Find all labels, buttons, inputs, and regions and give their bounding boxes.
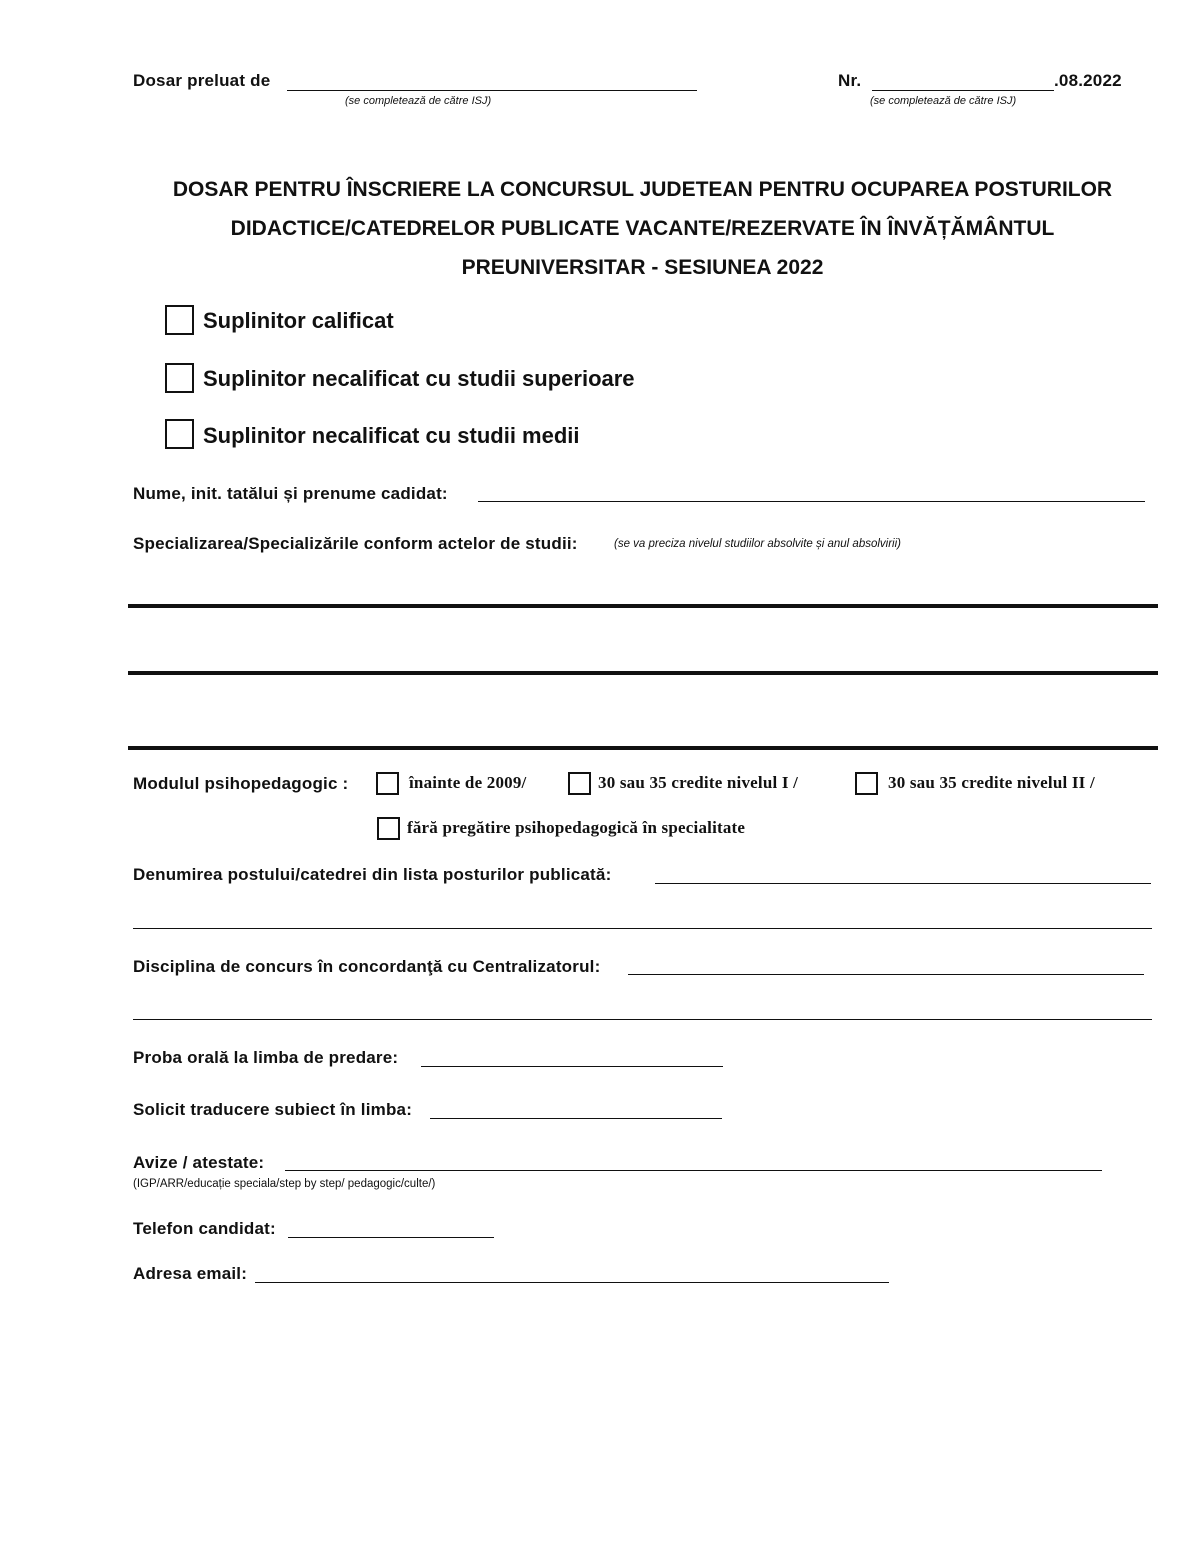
taken-by-note: (se completează de către ISJ): [345, 95, 492, 107]
spec-note: (se va preciza nivelul studiilor absolvite și anul absolvirii): [614, 538, 901, 550]
phone-label: Telefon candidat:: [133, 1219, 276, 1238]
module-level-2-checkbox[interactable]: [855, 772, 878, 795]
taken-by-label: Dosar preluat de: [133, 71, 271, 90]
endorsements-field[interactable]: [285, 1170, 1102, 1171]
suplinitor-calificat-label: Suplinitor calificat: [203, 308, 394, 333]
suplinitor-necalificat-medii-checkbox[interactable]: [165, 419, 194, 449]
module-before-2009-label: înainte de 2009/: [409, 773, 527, 792]
phone-field[interactable]: [288, 1237, 494, 1238]
nr-field[interactable]: [872, 90, 1054, 91]
email-label: Adresa email:: [133, 1264, 248, 1283]
discipline-label: Disciplina de concurs în concordanţă cu Centralizatorul:: [133, 957, 601, 976]
post-label: Denumirea postului/catedrei din lista posturilor publicată:: [133, 865, 612, 884]
discipline-field[interactable]: [628, 974, 1144, 975]
taken-by-field[interactable]: [287, 90, 697, 91]
translation-field[interactable]: [430, 1118, 722, 1119]
post-field[interactable]: [655, 883, 1151, 884]
module-level-2-label: 30 sau 35 credite nivelul II /: [888, 773, 1095, 792]
suplinitor-necalificat-medii-label: Suplinitor necalificat cu studii medii: [203, 423, 580, 448]
name-label: Nume, init. tatălui și prenume cadidat:: [133, 484, 448, 503]
oral-test-label: Proba orală la limba de predare:: [133, 1048, 399, 1067]
module-level-1-checkbox[interactable]: [568, 772, 591, 795]
suplinitor-necalificat-superioare-label: Suplinitor necalificat cu studii superioare: [203, 366, 635, 391]
spec-line-2[interactable]: [128, 671, 1158, 675]
endorsements-label: Avize / atestate:: [133, 1153, 265, 1172]
module-before-2009-checkbox[interactable]: [376, 772, 399, 795]
nr-suffix: .08.2022: [1054, 71, 1122, 90]
post-field-continued[interactable]: [133, 928, 1152, 929]
nr-label: Nr.: [838, 71, 862, 90]
name-field[interactable]: [478, 501, 1145, 502]
spec-line-3[interactable]: [128, 746, 1158, 750]
title-line-3: PREUNIVERSITAR - SESIUNEA 2022: [461, 256, 824, 279]
nr-note: (se completează de către ISJ): [870, 95, 1017, 107]
module-none-label: fără pregătire psihopedagogică în specialitate: [407, 818, 746, 837]
module-level-1-label: 30 sau 35 credite nivelul I /: [598, 773, 799, 792]
endorsements-note: (IGP/ARR/educație speciala/step by step/ pedagogic/culte/): [133, 1178, 436, 1190]
email-field[interactable]: [255, 1282, 889, 1283]
spec-line-1[interactable]: [128, 604, 1158, 608]
oral-test-field[interactable]: [421, 1066, 723, 1067]
module-none-checkbox[interactable]: [377, 817, 400, 840]
module-label: Modulul psihopedagogic :: [133, 774, 349, 793]
title-line-1: DOSAR PENTRU ÎNSCRIERE LA CONCURSUL JUDETEAN PENTRU OCUPAREA POSTURILOR: [172, 178, 1113, 201]
title-line-2: DIDACTICE/CATEDRELOR PUBLICATE VACANTE/REZERVATE ÎN ÎNVĂȚĂMÂNTUL: [230, 217, 1055, 240]
discipline-field-continued[interactable]: [133, 1019, 1152, 1020]
spec-label: Specializarea/Specializările conform actelor de studii:: [133, 534, 578, 553]
translation-label: Solicit traducere subiect în limba:: [133, 1100, 413, 1119]
document-title: [130, 170, 1155, 287]
suplinitor-calificat-checkbox[interactable]: [165, 305, 194, 335]
suplinitor-necalificat-superioare-checkbox[interactable]: [165, 363, 194, 393]
